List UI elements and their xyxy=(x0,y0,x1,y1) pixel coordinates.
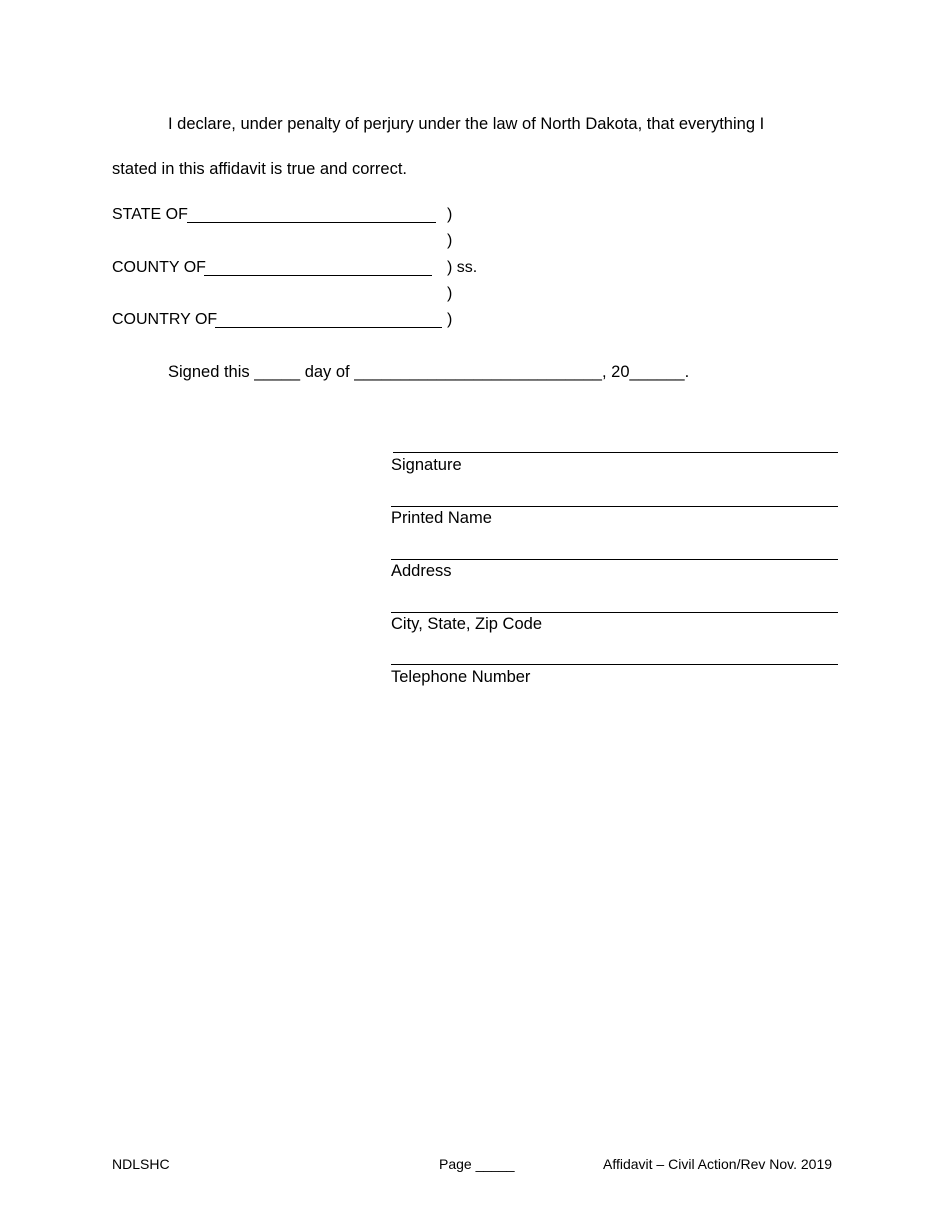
county-of-label: COUNTY OF xyxy=(112,259,206,276)
county-of-blank[interactable] xyxy=(204,275,432,276)
state-of-blank[interactable] xyxy=(187,222,436,223)
declaration-line-1: I declare, under penalty of perjury under the law of North Dakota, that everything I xyxy=(168,115,765,133)
state-of-label: STATE OF xyxy=(112,206,188,223)
city-state-zip-rule[interactable] xyxy=(391,612,838,613)
signature-label: Signature xyxy=(391,456,462,474)
telephone-rule[interactable] xyxy=(391,664,838,665)
city-state-zip-label: City, State, Zip Code xyxy=(391,615,543,633)
country-of-label: COUNTRY OF xyxy=(112,311,218,328)
declaration-line-2: stated in this affidavit is true and correct. xyxy=(112,160,408,178)
signed-date-line: Signed this _____ day of ___________________________, 20______. xyxy=(168,363,690,381)
footer-org: NDLSHC xyxy=(112,1156,170,1172)
signature-rule[interactable] xyxy=(393,452,838,453)
footer-page: Page _____ xyxy=(439,1156,515,1172)
telephone-label: Telephone Number xyxy=(391,668,531,686)
paren-3: ) xyxy=(447,285,453,302)
paren-1: ) xyxy=(447,206,453,223)
footer-form-id: Affidavit – Civil Action/Rev Nov. 2019 xyxy=(603,1156,833,1172)
printed-name-label: Printed Name xyxy=(391,509,492,527)
paren-ss: ) ss. xyxy=(447,259,478,276)
country-of-blank[interactable] xyxy=(215,327,442,328)
address-label: Address xyxy=(391,562,452,580)
paren-4: ) xyxy=(447,311,453,328)
printed-name-rule[interactable] xyxy=(391,506,838,507)
address-rule[interactable] xyxy=(391,559,838,560)
paren-2: ) xyxy=(447,232,453,249)
